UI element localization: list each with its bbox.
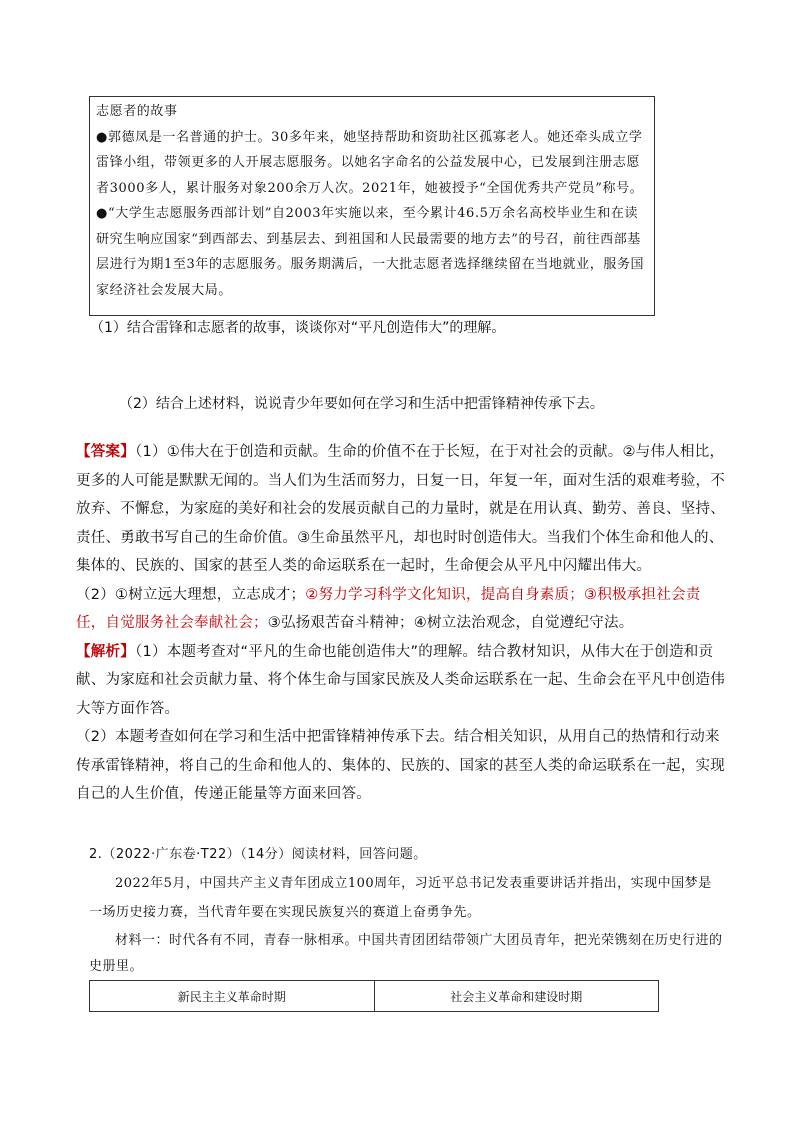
analysis-tag: 【解析】: [76, 643, 135, 660]
answer-tag: 【答案】: [76, 444, 135, 460]
answer-1-text: （1）①伟大在于创造和贡献。生命的价值不在于长短，在于对社会的贡献。②与伟人相比，更多的人可能是默默无闻的。当人们为生活而努力，日复一日，年复一年，面对生活的艰难考验，不放弃、不懈怠，为家庭的美好和社会的发展贡献自己的力量时，就是在用认真、勤劳、善良、坚持、责任、勇敢书写自己的生命价值。③生命虽然平凡，却也时时创造伟大。当我们个体生命和他人的、集体的、民族的、国家的甚至人类的命运联系在一起时，生命便会从平凡中闪耀出伟大。: [76, 444, 725, 574]
answer-section: [76, 438, 726, 809]
table-header-cell: 社会主义革命和建设时期: [374, 981, 659, 1012]
table-header-cell: 新民主主义革命时期: [90, 981, 375, 1012]
story-paragraph-2: ●“大学生志愿服务西部计划”自2003年实施以来，至今累计46.5万余名高校毕业生和在读研究生响应国家“到西部去、到基层去、到祖国和人民最需要的地方去”的号召，前往西部基层进行为期1至3年的志愿服务。服务期满后，一大批志愿者选择继续留在当地就业，服务国家经济社会发展大局。: [96, 206, 645, 298]
period-table: [89, 980, 659, 1012]
material-1: 材料一：时代各有不同，青春一脉相承。中国共青团团结带领广大团员青年，把光荣镌刻在历史行进的史册里。: [89, 933, 723, 974]
question-2-heading: 2.（2022·广东卷·T22）（14分）阅读材料，回答问题。: [89, 847, 427, 862]
question-2: （2）结合上述材料，说说青少年要如何在学习和生活中把雷锋精神传承下去。: [119, 396, 604, 412]
analysis-2-text: （2）本题考查如何在学习和生活中把雷锋精神传承下去。结合相关知识，从用自己的热情和行动来传承雷锋精神，将自己的生命和他人的、集体的、民族的、国家的甚至人类的命运联系在一起，实现自己的人生价值，传递正能量等方面来回答。: [76, 729, 725, 802]
question-2-section: [89, 845, 725, 865]
analysis-1-text: （1）本题考查对“平凡的生命也能创造伟大”的理解。结合教材知识，从伟大在于创造和贡献、为家庭和社会贡献力量、将个体生命与国家民族及人类命运联系在一起、生命会在平凡中创造伟大等方面作答。: [76, 643, 725, 717]
story-paragraph-1: ●郭德凤是一名普通的护士。30多年来，她坚持帮助和资助社区孤寡老人。她还牵头成立学雷锋小组，带领更多的人开展志愿服务。以她名字命名的公益发展中心，已发展到注册志愿者3000多人，累计服务对象200余万人次。2021年，她被授予“全国优秀共产党员”称号。: [96, 129, 644, 196]
story-box-title: 志愿者的故事: [96, 104, 178, 119]
answer-2-part-2: ②努力学习科学文化知识，提高自身素质；③积极承担社会责任，自觉服务社会奉献社会；: [76, 586, 701, 631]
table-row: [90, 981, 659, 1012]
answer-2-part-3: ③弘扬艰苦奋斗精神；④树立法治观念，自觉遵纪守法。: [267, 615, 634, 631]
answer-2-part-1: （2）①树立远大理想，立志成才；: [76, 586, 306, 603]
question-2-intro: 2022年5月，中国共产主义青年团成立100周年，习近平总书记发表重要讲话并指出，实现中国梦是一场历史接力赛，当代青年要在实现民族复兴的赛道上奋勇争先。: [89, 876, 712, 920]
story-box: [89, 96, 655, 316]
question-1: （1）结合雷锋和志愿者的故事，谈谈你对“平凡创造伟大”的理解。: [90, 320, 506, 336]
